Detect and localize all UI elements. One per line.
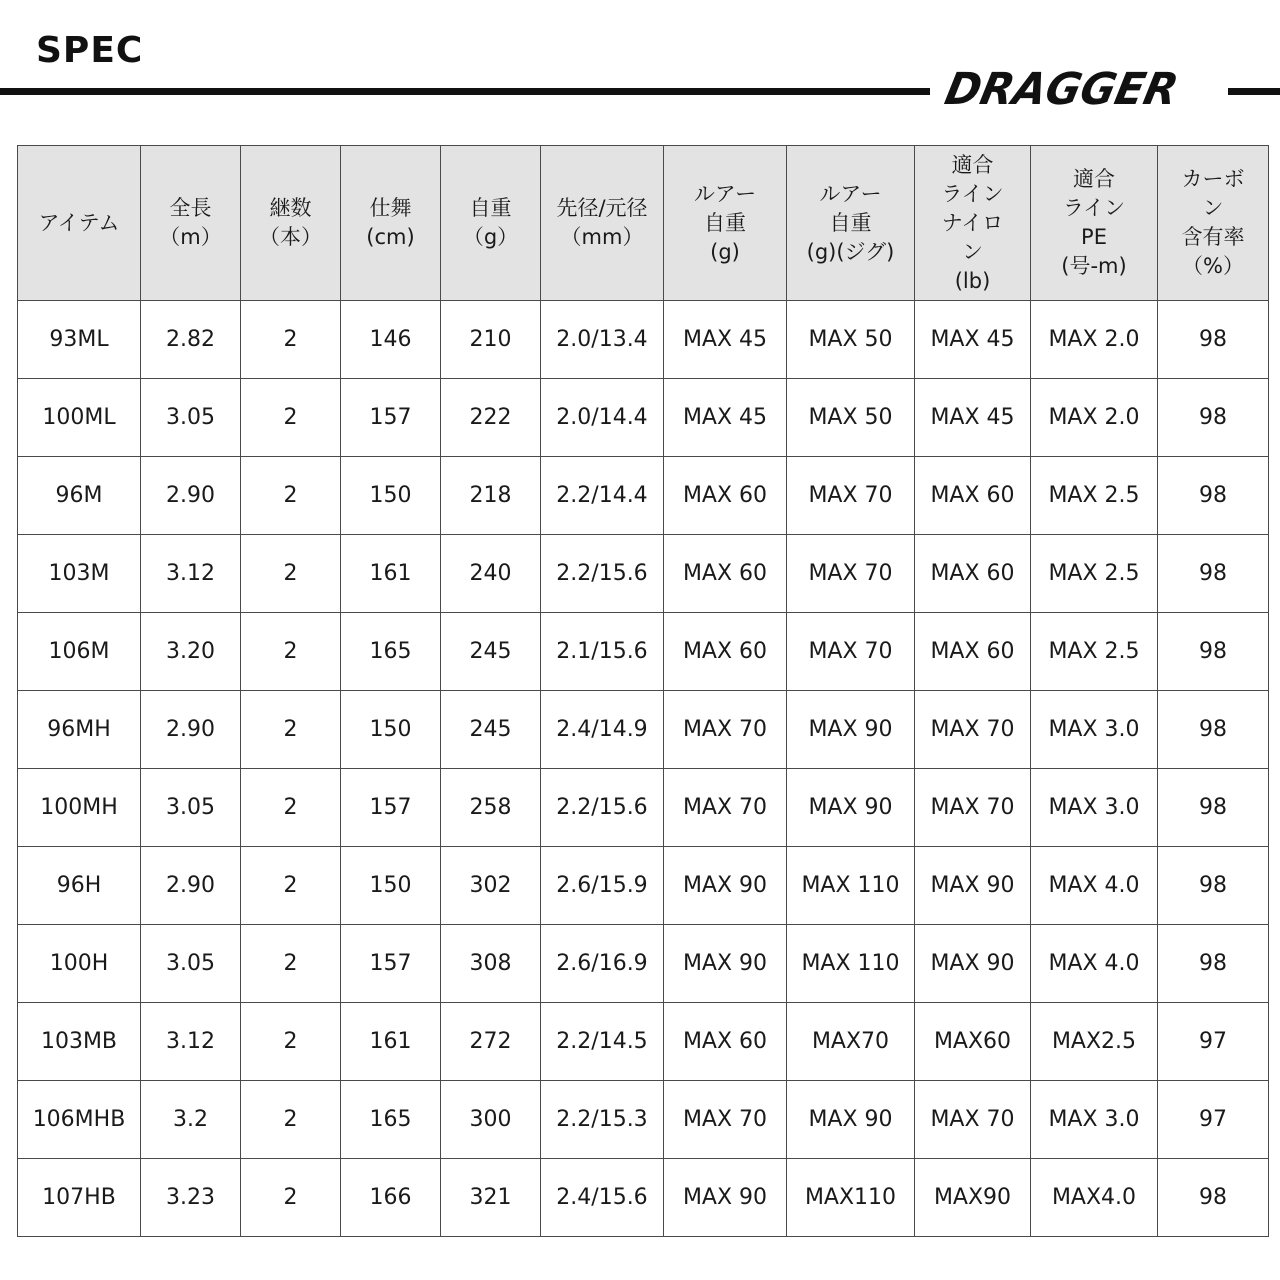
table-cell: 245 [441,613,541,691]
table-cell: 2.2/14.5 [541,1003,664,1081]
column-header-line: アイテム [38,210,120,235]
table-cell: 166 [341,1159,441,1237]
table-cell: MAX 2.5 [1031,613,1158,691]
table-cell: 3.12 [141,1003,241,1081]
table-cell: 3.20 [141,613,241,691]
table-cell: 2.2/14.4 [541,457,664,535]
table-cell: MAX 50 [787,301,915,379]
column-header-line: 適合 [951,152,994,177]
column-header-line: 含有率 [1181,225,1245,249]
column-header-line: （m） [159,225,222,249]
table-cell: MAX 4.0 [1031,925,1158,1003]
table-cell: MAX 90 [915,925,1031,1003]
table-cell: 2.4/15.6 [541,1159,664,1237]
table-cell: 157 [341,379,441,457]
table-cell: 98 [1158,769,1269,847]
table-cell: 3.23 [141,1159,241,1237]
column-header-line: 自重 [829,210,872,235]
item-name-cell: 106MHB [18,1081,141,1159]
column-header-line: (lb) [954,268,991,293]
item-name-cell: 100MH [18,769,141,847]
table-row [18,613,1269,691]
column-header-line: (g)(ジグ) [806,239,895,264]
table-cell: 2.2/15.6 [541,535,664,613]
table-cell: MAX 3.0 [1031,1081,1158,1159]
table-cell: 98 [1158,691,1269,769]
table-cell: MAX 60 [915,613,1031,691]
table-cell: 2 [241,535,341,613]
table-row [18,1003,1269,1081]
table-cell: 272 [441,1003,541,1081]
table-cell: 165 [341,613,441,691]
table-row [18,1081,1269,1159]
item-name-cell: 96M [18,457,141,535]
table-row [18,1159,1269,1237]
column-header-line: カーボ [1181,167,1245,191]
table-cell: 2 [241,847,341,925]
column-header [241,146,341,301]
column-header [1031,146,1158,301]
table-cell: MAX 4.0 [1031,847,1158,925]
table-cell: MAX 60 [664,613,787,691]
column-header [787,146,915,301]
table-cell: 2.90 [141,847,241,925]
table-body [18,301,1269,1237]
column-header-line: ン [1202,196,1224,220]
table-cell: 150 [341,457,441,535]
column-header-line: (g) [710,239,740,264]
column-header-line: 全長 [169,196,212,220]
column-header-line: （本） [259,225,322,249]
table-cell: MAX 45 [915,301,1031,379]
column-header-line: （%） [1182,254,1244,278]
table-cell: MAX 3.0 [1031,769,1158,847]
table-cell: 97 [1158,1003,1269,1081]
table-cell: 98 [1158,457,1269,535]
table-cell: 150 [341,847,441,925]
table-cell: 3.05 [141,925,241,1003]
column-header-line: ライン [1062,196,1126,220]
table-cell: MAX 70 [915,691,1031,769]
table-cell: 222 [441,379,541,457]
item-name-cell: 93ML [18,301,141,379]
table-row [18,691,1269,769]
table-cell: 98 [1158,1159,1269,1237]
table-cell: MAX 2.5 [1031,457,1158,535]
table-cell: MAX 60 [915,457,1031,535]
table-header-row [18,146,1269,301]
table-row [18,925,1269,1003]
table-cell: 2 [241,613,341,691]
table-cell: 3.12 [141,535,241,613]
table-cell: MAX 90 [915,847,1031,925]
table-cell: 2 [241,1081,341,1159]
item-name-cell: 100H [18,925,141,1003]
table-row [18,847,1269,925]
table-cell: 157 [341,925,441,1003]
table-cell: 2.0/13.4 [541,301,664,379]
column-header-line: ライン [941,181,1004,206]
table-cell: 161 [341,1003,441,1081]
table-cell: MAX 70 [664,769,787,847]
table-cell: 2.2/15.6 [541,769,664,847]
table-cell: 2.1/15.6 [541,613,664,691]
table-cell: MAX 90 [787,769,915,847]
column-header-line: 適合 [1073,167,1115,191]
table-cell: MAX 70 [664,1081,787,1159]
item-name-cell: 103M [18,535,141,613]
table-cell: MAX 60 [664,457,787,535]
table-cell: MAX 70 [787,535,915,613]
table-cell: MAX 45 [664,301,787,379]
column-header-line: ルアー [819,181,882,206]
table-cell: 3.2 [141,1081,241,1159]
table-cell: MAX 2.0 [1031,301,1158,379]
column-header [18,146,141,301]
table-cell: 2.0/14.4 [541,379,664,457]
table-cell: 98 [1158,925,1269,1003]
table-cell: 308 [441,925,541,1003]
column-header [441,146,541,301]
column-header-line: 仕舞 [369,196,412,220]
table-row [18,457,1269,535]
table-row [18,535,1269,613]
column-header [141,146,241,301]
table-cell: 161 [341,535,441,613]
table-cell: 240 [441,535,541,613]
column-header-line: 先径/元径 [556,196,648,220]
table-cell: 218 [441,457,541,535]
brand-logo: DRAGGER [940,64,1183,115]
column-header-line: （g） [462,225,519,249]
table-cell: 98 [1158,847,1269,925]
table-cell: MAX 90 [664,1159,787,1237]
table-cell: 321 [441,1159,541,1237]
table-cell: 3.05 [141,379,241,457]
column-header-line: PE [1081,225,1107,249]
table-cell: 2 [241,301,341,379]
table-row [18,379,1269,457]
table-cell: 98 [1158,379,1269,457]
column-header [1158,146,1269,301]
table-cell: MAX 70 [664,691,787,769]
table-cell: MAX2.5 [1031,1003,1158,1081]
item-name-cell: 107HB [18,1159,141,1237]
table-cell: 150 [341,691,441,769]
header-rule-left [0,88,930,95]
table-cell: 165 [341,1081,441,1159]
table-cell: 98 [1158,301,1269,379]
table-cell: 2.90 [141,691,241,769]
column-header [541,146,664,301]
table-cell: 2 [241,769,341,847]
table-cell: MAX 70 [787,613,915,691]
table-cell: MAX 90 [664,847,787,925]
spec-table [17,145,1269,1237]
table-row [18,301,1269,379]
table-cell: MAX 70 [915,769,1031,847]
table-cell: 2 [241,925,341,1003]
table-cell: 2.6/15.9 [541,847,664,925]
table-cell: 2 [241,1003,341,1081]
column-header [664,146,787,301]
table-cell: MAX 60 [664,535,787,613]
column-header-line: （mm） [560,225,644,249]
table-cell: MAX 60 [915,535,1031,613]
table-cell: MAX70 [787,1003,915,1081]
table-cell: MAX 70 [915,1081,1031,1159]
table-cell: 210 [441,301,541,379]
table-cell: 3.05 [141,769,241,847]
column-header-line: 自重 [704,210,746,235]
page-title: SPEC [36,30,144,71]
table-cell: MAX 45 [664,379,787,457]
table-cell: 2.82 [141,301,241,379]
column-header-line: ナイロ [941,210,1004,235]
column-header-line: 継数 [269,196,312,220]
item-name-cell: 96H [18,847,141,925]
column-header-line: (cm) [366,225,415,249]
table-cell: 300 [441,1081,541,1159]
table-cell: MAX90 [915,1159,1031,1237]
table-cell: 2 [241,457,341,535]
header-rule-right [1228,88,1280,95]
column-header-line: ルアー [693,181,757,206]
table-cell: MAX 90 [664,925,787,1003]
table-cell: MAX 60 [664,1003,787,1081]
table-cell: 98 [1158,613,1269,691]
column-header-line: ン [962,239,983,264]
table-cell: 146 [341,301,441,379]
table-cell: 2.2/15.3 [541,1081,664,1159]
table-cell: 302 [441,847,541,925]
table-cell: MAX110 [787,1159,915,1237]
item-name-cell: 106M [18,613,141,691]
table-cell: 2 [241,1159,341,1237]
item-name-cell: 103MB [18,1003,141,1081]
table-cell: MAX 50 [787,379,915,457]
table-cell: 157 [341,769,441,847]
table-cell: MAX60 [915,1003,1031,1081]
table-cell: MAX 2.5 [1031,535,1158,613]
table-cell: MAX 2.0 [1031,379,1158,457]
table-row [18,769,1269,847]
item-name-cell: 96MH [18,691,141,769]
table-cell: MAX 90 [787,1081,915,1159]
table-cell: 97 [1158,1081,1269,1159]
table-cell: 98 [1158,535,1269,613]
table-cell: MAX 70 [787,457,915,535]
table-cell: 2.4/14.9 [541,691,664,769]
table-cell: MAX4.0 [1031,1159,1158,1237]
table-cell: 2.90 [141,457,241,535]
table-cell: 2 [241,691,341,769]
column-header-line: (号-m) [1061,254,1127,278]
table-cell: 2 [241,379,341,457]
table-cell: MAX 110 [787,925,915,1003]
column-header [341,146,441,301]
table-cell: 258 [441,769,541,847]
table-cell: MAX 110 [787,847,915,925]
table-cell: MAX 3.0 [1031,691,1158,769]
table-cell: 245 [441,691,541,769]
column-header-line: 自重 [469,196,512,220]
table-cell: MAX 45 [915,379,1031,457]
column-header [915,146,1031,301]
table-cell: 2.6/16.9 [541,925,664,1003]
table-cell: MAX 90 [787,691,915,769]
item-name-cell: 100ML [18,379,141,457]
